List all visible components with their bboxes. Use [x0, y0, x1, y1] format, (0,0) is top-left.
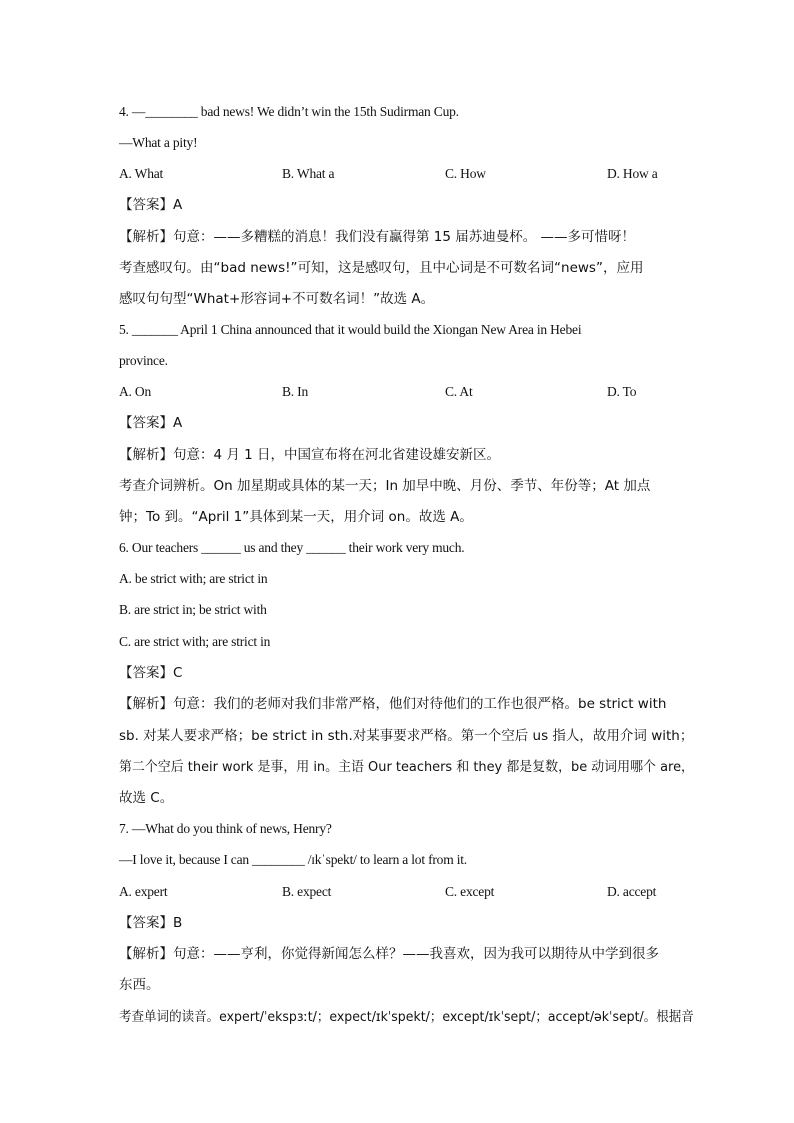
- q4-analysis-line-3: 感叹句句型“What+形容词+不可数名词！”故选 A。: [119, 291, 435, 307]
- q5-analysis-line-3: 钟；To 到。“April 1”具体到某一天，用介词 on。故选 A。: [119, 509, 473, 525]
- q4-stem-line-2: —What a pity!: [119, 135, 198, 150]
- q6-stem-line-1: 6. Our teachers ______ us and they ______ their work very much.: [119, 540, 465, 555]
- q6-analysis-line-1: 【解析】句意：我们的老师对我们非常严格，他们对待他们的工作也很严格。be strict with: [119, 696, 667, 712]
- q7-stem-line-2: —I love it, because I can ________ /ɪkˈspekt/ to learn a lot from it.: [119, 852, 467, 867]
- q5-option-d: D. To: [607, 384, 637, 399]
- q7-option-d: D. accept: [607, 884, 657, 899]
- q6-answer: 【答案】C: [119, 665, 183, 681]
- q7-stem-line-1: 7. —What do you think of news, Henry?: [119, 821, 332, 836]
- q7-analysis-line-1: 【解析】句意：——亨利，你觉得新闻怎么样？——我喜欢，因为我可以期待从中学到很多: [119, 946, 659, 962]
- q5-option-b: B. In: [282, 384, 309, 399]
- q7-option-c: C. except: [445, 884, 495, 899]
- q6-analysis-line-4: 故选 C。: [119, 790, 174, 806]
- q7-analysis-line-3: 考查单词的读音。expert/ˈekspɜːt/；expect/ɪkˈspekt/；except/ɪkˈsept/；accept/əkˈsept/。根据音: [119, 1009, 694, 1025]
- q7-option-a: A. expert: [119, 884, 168, 899]
- q5-stem-line-1: 5. _______ April 1 China announced that it would build the Xiongan New Area in Hebei: [119, 322, 582, 337]
- q4-analysis-line-1: 【解析】句意：——多糟糕的消息！我们没有赢得第 15 届苏迪曼杯。 ——多可惜呀！: [119, 229, 636, 245]
- q7-answer: 【答案】B: [119, 915, 183, 931]
- q4-analysis-line-2: 考查感叹句。由“bad news!”可知，这是感叹句，且中心词是不可数名词“news”，应用: [119, 260, 644, 276]
- q6-analysis-line-2: sb. 对某人要求严格；be strict in sth.对某事要求严格。第一个空后 us 指人，故用介词 with；: [119, 728, 694, 744]
- q5-analysis-line-1: 【解析】句意：4 月 1 日，中国宣布将在河北省建设雄安新区。: [119, 447, 501, 463]
- q6-option-a: A. be strict with; are strict in: [119, 571, 268, 586]
- q4-option-a: A. What: [119, 166, 164, 181]
- q4-answer: 【答案】A: [119, 197, 183, 213]
- q5-answer: 【答案】A: [119, 415, 183, 431]
- q7-option-b: B. expect: [282, 884, 332, 899]
- q5-stem-line-2: province.: [119, 353, 168, 368]
- q5-option-c: C. At: [445, 384, 473, 399]
- q6-option-c: C. are strict with; are strict in: [119, 634, 271, 649]
- q5-option-a: A. On: [119, 384, 151, 399]
- q4-option-b: B. What a: [282, 166, 335, 181]
- q7-analysis-line-2: 东西。: [119, 977, 160, 993]
- q6-analysis-line-3: 第二个空后 their work 是事，用 in。主语 Our teachers 和 they 都是复数，be 动词用哪个 are，: [119, 759, 694, 775]
- q4-option-c: C. How: [445, 166, 486, 181]
- q4-option-d: D. How a: [607, 166, 658, 181]
- q4-stem-line-1: 4. —________ bad news! We didn’t win the 15th Sudirman Cup.: [119, 104, 459, 119]
- q6-option-b: B. are strict in; be strict with: [119, 602, 267, 617]
- q5-analysis-line-2: 考查介词辨析。On 加星期或具体的某一天；In 加早中晚、月份、季节、年份等；At 加点: [119, 478, 651, 494]
